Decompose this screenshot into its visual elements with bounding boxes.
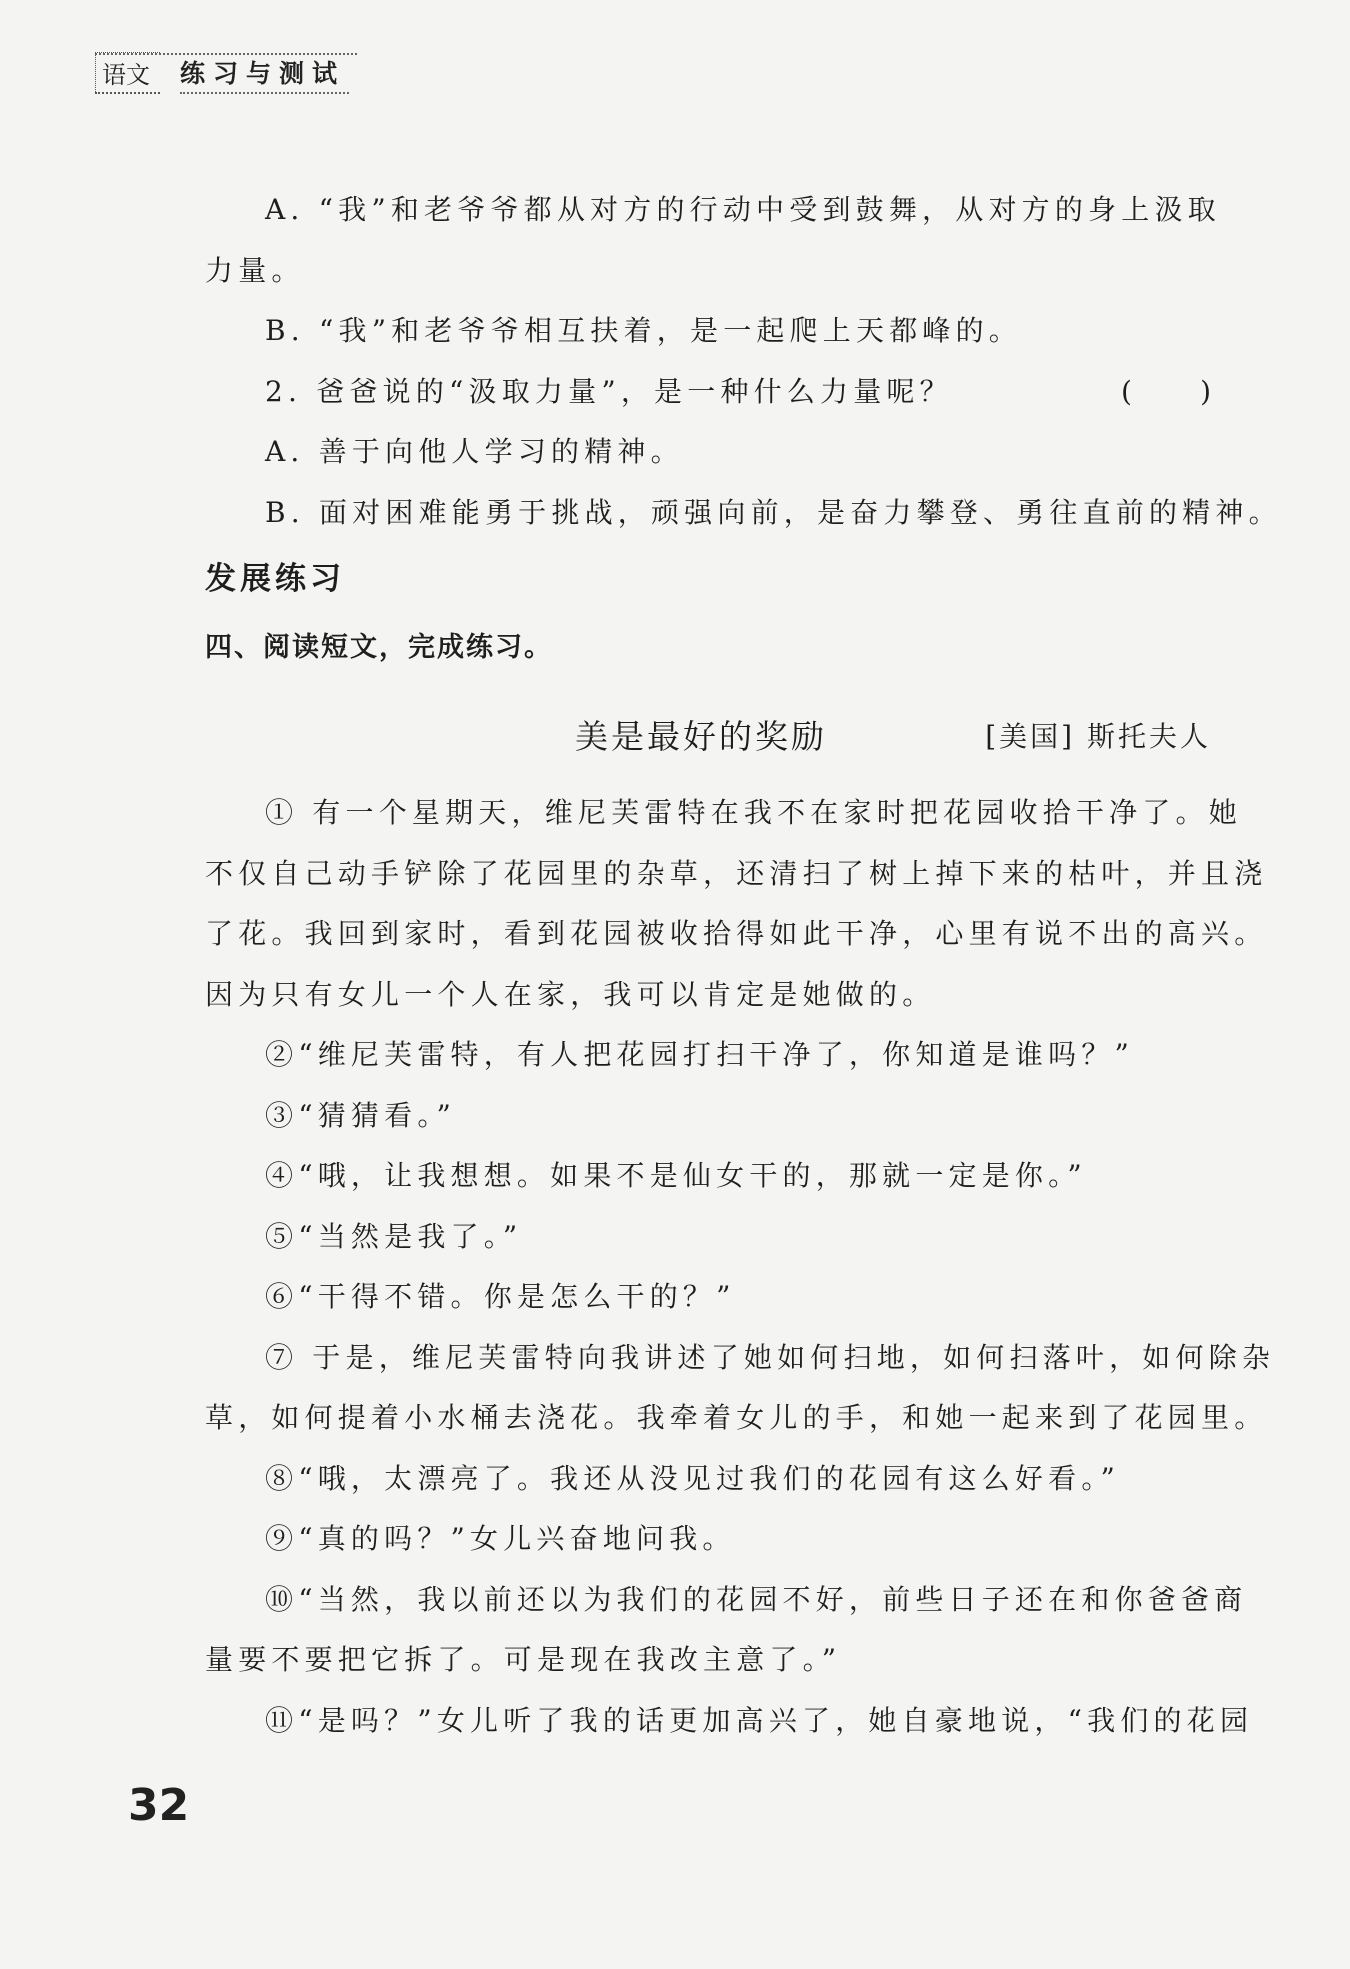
paragraph-1-line-2: 不仅自己动手铲除了花园里的杂草，还清扫了树上掉下来的枯叶，并且浇: [205, 856, 1268, 890]
paragraph-8: ⑧“哦，太漂亮了。我还从没见过我们的花园有这么好看。”: [265, 1461, 1121, 1495]
paragraph-9: ⑨“真的吗？”女儿兴奋地问我。: [265, 1522, 736, 1555]
page-content: [205, 180, 1282, 1751]
article-header: [205, 691, 1213, 783]
q2-row: [205, 362, 1213, 423]
article-title: 美是最好的奖励: [575, 717, 827, 756]
q2-question: 2. 爸爸说的“汲取力量”，是一种什么力量呢？: [265, 374, 953, 408]
q2-option-a: A. 善于向他人学习的精神。: [265, 435, 684, 468]
subject-label: 语文: [95, 52, 160, 94]
paragraph-4: ④“哦，让我想想。如果不是仙女干的，那就一定是你。”: [265, 1159, 1087, 1192]
section-heading: 发展练习: [205, 561, 345, 597]
q1-option-a: A. “我”和老爷爷都从对方的行动中受到鼓舞，从对方的身上汲取: [265, 193, 1221, 226]
paragraph-7-line-1: ⑦ 于是，维尼芙雷特向我讲述了她如何扫地，如何扫落叶，如何除杂: [265, 1340, 1276, 1374]
page-number: 32: [128, 1780, 190, 1831]
paren-close: ): [1200, 374, 1211, 408]
paragraph-1-line-1: ① 有一个星期天，维尼芙雷特在我不在家时把花园收拾干净了。她: [265, 796, 1242, 829]
paragraph-1-line-4: 因为只有女儿一个人在家，我可以肯定是她做的。: [205, 977, 936, 1011]
paragraph-1-line-3: 了花。我回到家时，看到花园被收拾得如此干净，心里有说不出的高兴。: [205, 917, 1268, 950]
paren-open: (: [1121, 374, 1132, 408]
book-title: 练习与测试: [180, 52, 349, 94]
paragraph-10-line-1: ⑩“当然，我以前还以为我们的花园不好，前些日子还在和你爸爸商: [265, 1582, 1248, 1616]
article-author: [美国] 斯托夫人: [985, 720, 1211, 753]
question-instruction: 四、阅读短文，完成练习。: [205, 632, 553, 663]
paragraph-7-line-2: 草，如何提着小水桶去浇花。我牵着女儿的手，和她一起来到了花园里。: [205, 1401, 1268, 1434]
q1-option-b: B. “我”和老爷爷相互扶着，是一起爬上天都峰的。: [265, 314, 1023, 347]
running-header: [95, 52, 349, 94]
q2-option-b: B. 面对困难能勇于挑战，顽强向前，是奋力攀登、勇往直前的精神。: [265, 495, 1282, 529]
q1-option-a-continued: 力量。: [205, 253, 305, 287]
paragraph-6: ⑥“干得不错。你是怎么干的？”: [265, 1280, 736, 1313]
paragraph-5: ⑤“当然是我了。”: [265, 1219, 523, 1253]
paragraph-2: ②“维尼芙雷特，有人把花园打扫干净了，你知道是谁吗？”: [265, 1038, 1135, 1071]
paragraph-10-line-2: 量要不要把它拆了。可是现在我改主意了。”: [205, 1643, 842, 1676]
paragraph-3: ③“猜猜看。”: [265, 1098, 457, 1132]
answer-blank[interactable]: [1121, 362, 1211, 423]
paragraph-11-line-1: ⑪“是吗？”女儿听了我的话更加高兴了，她自豪地说，“我们的花园: [265, 1703, 1254, 1737]
